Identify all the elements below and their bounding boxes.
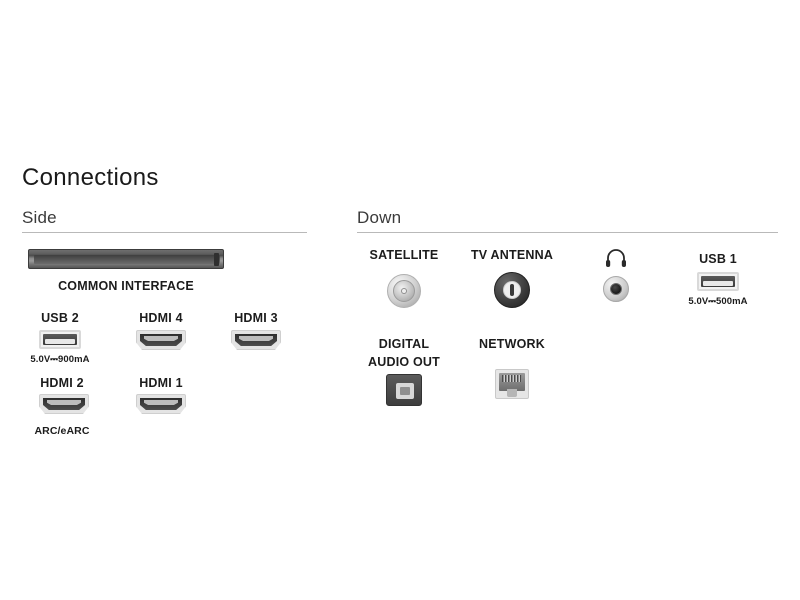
label-network: NETWORK: [479, 337, 545, 351]
optical-audio-icon: [386, 374, 422, 406]
label-usb-2-power: 5.0V⎓900mA: [30, 354, 90, 365]
hdmi-icon: [231, 330, 281, 350]
column-heading-side: Side: [22, 208, 57, 227]
label-usb-2: USB 2: [41, 311, 79, 325]
usb-icon: [697, 272, 739, 291]
hdmi-icon: [39, 394, 89, 414]
headphones-icon: [605, 249, 627, 267]
label-hdmi-2-arc: ARC/eARC: [34, 425, 90, 437]
divider-side: [22, 232, 307, 233]
hdmi-icon: [136, 330, 186, 350]
label-usb-1: USB 1: [699, 252, 737, 266]
column-heading-down: Down: [357, 208, 402, 227]
label-hdmi-4: HDMI 4: [139, 311, 183, 325]
label-common-interface: COMMON INTERFACE: [58, 279, 194, 293]
coax-antenna-icon: [494, 272, 530, 308]
usb-icon: [39, 330, 81, 349]
label-hdmi-2: HDMI 2: [40, 376, 84, 390]
label-hdmi-3: HDMI 3: [234, 311, 278, 325]
label-digital-audio-out-line1: DIGITAL: [378, 337, 430, 351]
label-tv-antenna: TV ANTENNA: [470, 248, 554, 262]
rj45-network-icon: [495, 369, 529, 399]
card-slot-icon: [28, 249, 224, 269]
page-title: Connections: [22, 164, 159, 191]
label-satellite: SATELLITE: [369, 248, 439, 262]
label-hdmi-1: HDMI 1: [139, 376, 183, 390]
divider-down: [357, 232, 778, 233]
label-digital-audio-out-line2: AUDIO OUT: [368, 355, 440, 369]
hdmi-icon: [136, 394, 186, 414]
headphone-jack-icon: [603, 276, 629, 302]
satellite-f-connector-icon: [387, 274, 421, 308]
label-usb-1-power: 5.0V⎓500mA: [688, 296, 748, 307]
